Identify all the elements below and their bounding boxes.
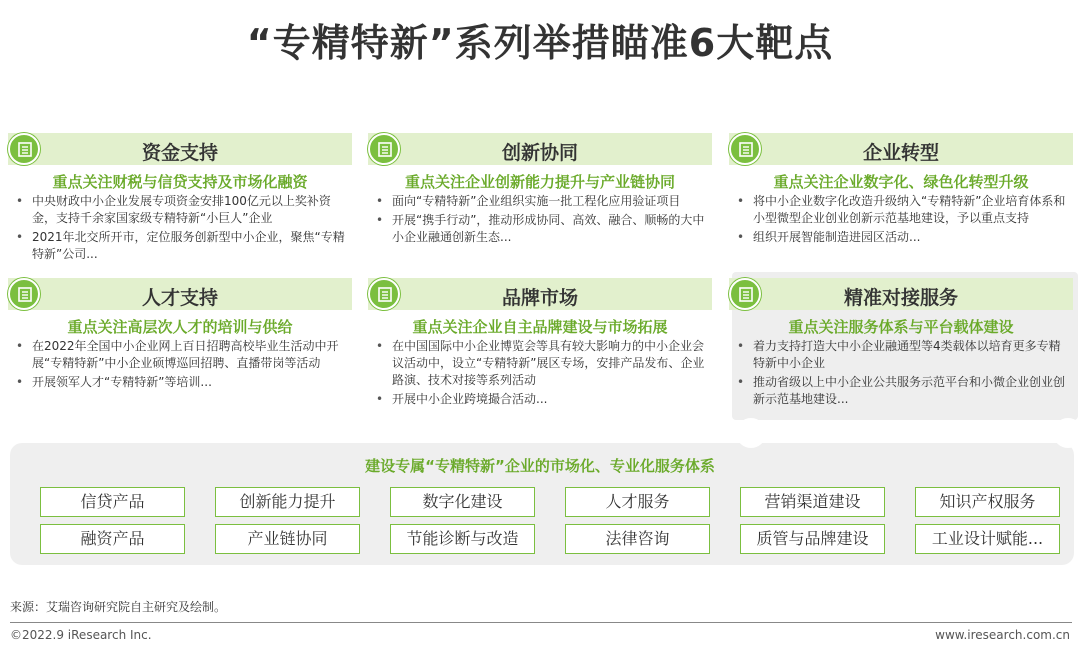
service-box: 法律咨询: [565, 524, 710, 554]
card-subtitle: 重点关注财税与信贷支持及市场化融资: [52, 173, 308, 191]
card-bullets: [14, 193, 350, 265]
bullet-item: • 开展“携手行动”，推动形成协同、高效、融合、顺畅的大中小企业融通创新生态...: [374, 212, 710, 246]
bullet-item: • 中央财政中小企业发展专项资金安排100亿元以上奖补资金，支持千余家国家级专精特新“小巨人”企业: [14, 193, 350, 227]
bullet-item: • 在中国国际中小企业博览会等具有较大影响力的中小企业会议活动中，设立“专精特新”展区专场，安排产品发布、企业路演、技术对接等系列活动: [374, 338, 710, 389]
card-title: 资金支持: [141, 142, 218, 164]
card-title: 品牌市场: [501, 287, 578, 309]
bullet-item: • 着力支持打造大中小企业融通型等4类载体以培育更多专精特新中小企业: [735, 338, 1071, 372]
bullet-item: • 开展中小企业跨境撮合活动...: [374, 391, 710, 408]
bullet-item: • 面向“专精特新”企业组织实施一批工程化应用验证项目: [374, 193, 710, 210]
service-box: 人才服务: [565, 487, 710, 517]
page-title: “专精特新”系列举措瞄准6大靶点: [246, 21, 834, 65]
card-title: 精准对接服务: [843, 287, 958, 309]
copyright: ©2022.9 iResearch Inc.: [10, 628, 152, 642]
card-subtitle: 重点关注企业创新能力提升与产业链协同: [404, 173, 675, 191]
card-bullets: [374, 193, 710, 248]
card-bullets: [735, 193, 1071, 248]
card-title: 创新协同: [501, 142, 578, 164]
service-box: 质管与品牌建设: [740, 524, 885, 554]
bullet-item: • 组织开展智能制造进园区活动...: [735, 229, 1071, 246]
card-title: 人才支持: [141, 287, 218, 309]
service-box: 数字化建设: [390, 487, 535, 517]
bullet-item: • 开展领军人才“专精特新”等培训...: [14, 374, 350, 391]
service-box: 营销渠道建设: [740, 487, 885, 517]
service-box: 创新能力提升: [215, 487, 360, 517]
card-subtitle: 重点关注企业数字化、绿色化转型升级: [773, 173, 1029, 191]
service-box: 信贷产品: [40, 487, 185, 517]
website-url: www.iresearch.com.cn: [935, 628, 1070, 642]
bullet-item: • 将中小企业数字化改造升级纳入“专精特新”企业培育体系和小型微型企业创业创新示范基地建设，予以重点支持: [735, 193, 1071, 227]
card-bullets: [735, 338, 1071, 410]
card-subtitle: 重点关注高层次人才的培训与供给: [67, 318, 293, 336]
footer-divider: [10, 622, 1072, 623]
source-note: 来源：艾瑞咨询研究院自主研究及绘制。: [10, 600, 227, 614]
bullet-item: • 在2022年全国中小企业网上百日招聘高校毕业生活动中开展“专精特新”中小企业硕博巡回招聘、直播带岗等活动: [14, 338, 350, 372]
service-box: 知识产权服务: [915, 487, 1060, 517]
services-title: 建设专属“专精特新”企业的市场化、专业化服务体系: [365, 457, 715, 475]
card-subtitle: 重点关注企业自主品牌建设与市场拓展: [412, 318, 668, 336]
service-box: 工业设计赋能...: [915, 524, 1060, 554]
panel-notch-left: [736, 418, 766, 448]
card-bullets: [14, 338, 350, 393]
bullet-item: • 推动省级以上中小企业公共服务示范平台和小微企业创业创新示范基地建设...: [735, 374, 1071, 408]
card-bullets: [374, 338, 710, 410]
panel-notch-right: [1053, 418, 1080, 448]
service-box: 节能诊断与改造: [390, 524, 535, 554]
card-subtitle: 重点关注服务体系与平台载体建设: [788, 318, 1014, 336]
bullet-item: • 2021年北交所开市，定位服务创新型中小企业，聚焦“专精特新”公司...: [14, 229, 350, 263]
card-title: 企业转型: [862, 142, 939, 164]
service-box: 融资产品: [40, 524, 185, 554]
service-box: 产业链协同: [215, 524, 360, 554]
